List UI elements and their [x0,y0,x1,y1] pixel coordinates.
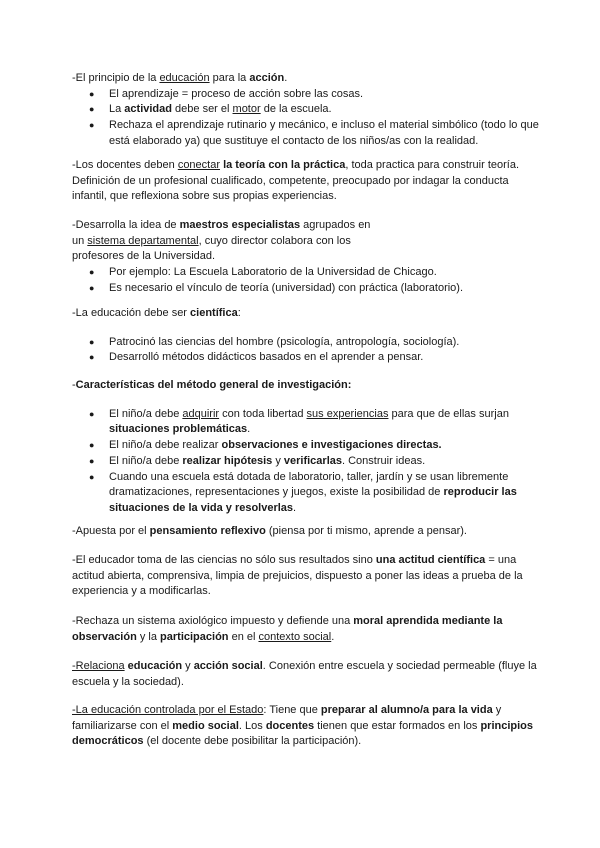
paragraph-line: profesores de la Universidad. [72,250,216,263]
text: y la [136,630,161,643]
text: y [272,454,284,467]
list-item [72,102,542,118]
underlined-text: sistema departamental [87,234,199,247]
text: . [284,72,288,84]
text: y [182,660,194,672]
underlined-text: contexto social [258,630,332,643]
text: para que de ellas surjan [388,407,509,420]
text: , toda practica para construir teoría. Definición de un profesional cualificado, competente, preocupado por indagar la conducta infantil, que reflexiona sobre sus propias experiencias. [72,159,520,203]
paragraph [72,553,542,600]
paragraph [72,614,542,645]
underlined-text: motor [232,103,261,116]
paragraph [72,524,542,540]
bold-text: una actitud científica [375,554,486,566]
section-reflexivo [72,524,542,540]
paragraph-line [72,234,542,250]
text: un [72,234,88,247]
bullet-list [72,407,542,517]
text: y familiarizarse con el [72,704,502,732]
text: = una actitud abierta, comprensiva, limpia de prejuicios, dispuesto a poner las ideas a prueba de la experiencia y a modificarlas. [72,554,523,598]
bold-text: preparar al alumno/a para la vida [320,704,493,716]
bold-text: acción social [193,660,263,672]
bold-text: realizar hipótesis [182,454,273,467]
text: -Rechaza un sistema axiológico impuesto y defiende una [72,615,354,627]
text: El niño/a debe [109,407,183,420]
paragraph [72,158,542,205]
list-item: ● Es necesario el vínculo de teoría (universidad) con práctica (laboratorio). [72,281,542,297]
text: . [331,630,335,643]
paragraph-line [72,218,542,234]
text: . Los [238,719,266,732]
text: : [237,307,241,319]
list-item [72,470,542,517]
list-item [72,407,542,438]
text: (el docente debe posibilitar la participación). [143,735,362,748]
section-educador [72,553,542,600]
section-docentes [72,158,542,205]
bold-text: acción [249,72,285,84]
text: . [293,501,297,514]
text: debe ser el [171,103,233,116]
list-item: ● Desarrolló métodos didácticos basados en el aprender a pensar. [72,350,542,366]
text: -La educación debe ser [72,307,191,319]
text: . Conexión entre escuela y sociedad permeable (fluye la escuela y la sociedad). [72,660,537,688]
underlined-text: conectar [177,159,221,171]
text: Cuando una escuela está dotada de laboratorio, taller, jardín y se usan libremente dramatizaciones, representaciones y juegos, existe la posibilidad de [109,470,509,499]
bold-text: docentes [265,719,315,732]
bold-text: científica [190,307,238,319]
text: para la [209,72,250,84]
list-item: ● Rechaza el aprendizaje rutinario y mecánico, e incluso el material simbólico (todo lo que está elaborado ya) que sustituye el contacto de los niños/as con la realidad. [72,118,542,149]
text: de la escuela. [260,103,332,116]
bold-text: maestros especialistas [179,219,301,231]
text: . [247,423,251,436]
underlined-text: sus experiencias [306,407,389,420]
text: en el [228,630,259,643]
bullet-list [72,335,542,366]
list-item: ● Por ejemplo: La Escuela Laboratorio de la Universidad de Chicago. [72,265,542,281]
paragraph [72,703,542,750]
bold-text: pensamiento reflexivo [149,525,266,537]
text: tienen que estar formados en los [314,719,481,732]
text: : Tiene que [263,704,321,716]
text: - [72,379,76,391]
section-principio-accion [72,71,542,150]
bold-text: principios democráticos [72,719,533,748]
text: -Desarrolla la idea de [72,219,180,231]
bold-text: educación [127,660,183,672]
bold-text: Características del método general de investigación: [75,379,352,391]
heading-line [72,71,542,87]
bold-text: verificarlas [283,454,342,467]
bold-text: observaciones e investigaciones directas. [221,439,442,452]
heading-line [72,306,542,322]
text: El niño/a debe realizar [109,439,222,452]
bold-text: reproducir las situaciones de la vida y resolverlas [109,486,517,514]
underlined-text: -Relaciona [72,660,125,672]
bold-text: moral aprendida mediante la observación [72,615,503,643]
paragraph [72,659,542,690]
text: -El educador toma de las ciencias no sólo sus resultados sino [72,554,376,566]
text: El niño/a debe [109,454,183,467]
text: con toda libertad [219,407,307,420]
bold-text: la teoría con la práctica [223,159,346,171]
heading-line [72,378,542,394]
list-item: ● Patrocinó las ciencias del hombre (psicología, antropología, sociología). [72,335,542,351]
text: , cuyo director colabora con los [198,234,351,247]
list-item [72,454,542,470]
text: . Construir ideas. [342,454,426,467]
section-estado [72,703,542,750]
section-moral [72,614,542,645]
bold-text: actividad [124,103,172,116]
text: -Los docentes deben [72,159,178,171]
list-item: ● El aprendizaje = proceso de acción sobre las cosas. [72,87,542,103]
underlined-text: -La educación controlada por el Estado [72,704,264,716]
bold-text: situaciones problemáticas [109,423,248,436]
text: -El principio de la [72,72,160,84]
bullet-list [72,265,542,296]
section-maestros [72,218,542,297]
bold-text: medio social [172,719,239,732]
bullet-list [72,87,542,150]
bold-text: participación [160,630,229,643]
text: agrupados en [300,219,371,231]
underlined-text: educación [159,72,210,84]
text: -Apuesta por el [72,525,150,537]
section-cientifica [72,306,542,366]
text: (piensa por ti mismo, aprende a pensar). [265,525,467,537]
underlined-text: adquirir [182,407,220,420]
section-relaciona [72,659,542,690]
section-metodo [72,378,542,517]
list-item [72,438,542,454]
text: La [109,103,125,116]
